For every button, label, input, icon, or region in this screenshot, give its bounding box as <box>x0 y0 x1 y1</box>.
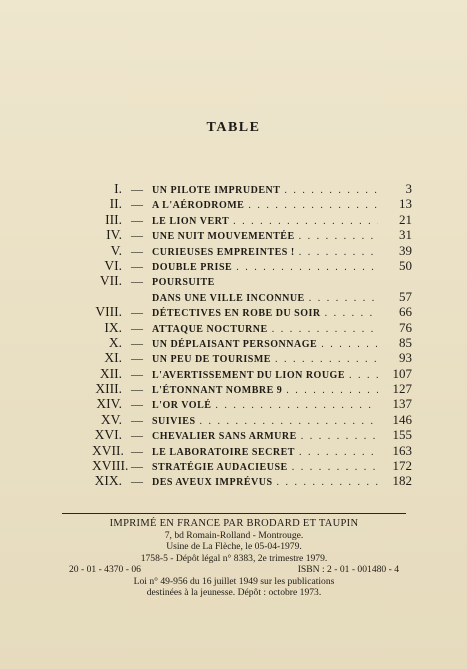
chapter-title: CURIEUSES EMPREINTES ! <box>152 246 295 258</box>
dot-leader <box>301 429 378 444</box>
page-number: 85 <box>399 334 412 350</box>
chapter-title: ATTAQUE NOCTURNE <box>152 323 268 335</box>
table-of-contents <box>92 181 412 489</box>
toc-row <box>92 212 412 227</box>
dot-leader <box>349 368 378 383</box>
toc-row <box>92 458 412 473</box>
toc-row <box>92 181 412 196</box>
chapter-dash: — <box>131 366 143 381</box>
dot-leader <box>299 229 378 244</box>
page-number: 21 <box>399 211 412 227</box>
toc-row <box>92 427 412 442</box>
toc-row <box>92 320 412 335</box>
chapter-title: SUIVIES <box>152 415 196 427</box>
chapter-number: XI. <box>104 350 122 366</box>
imprint-law: Loi n° 49-956 du 16 juillet 1949 sur les publications <box>133 575 335 587</box>
chapter-dash: — <box>131 335 143 350</box>
dot-leader <box>321 337 378 352</box>
chapter-dash: — <box>131 459 143 474</box>
chapter-number: IX. <box>104 319 122 335</box>
chapter-title: UN PEU DE TOURISME <box>152 354 271 366</box>
dot-leader <box>299 245 378 260</box>
chapter-number: V. <box>110 242 122 258</box>
toc-row <box>92 350 412 365</box>
imprint-code: 20 - 01 - 4370 - 06 <box>69 564 141 575</box>
dot-leader <box>284 183 378 198</box>
chapter-dash: — <box>131 320 143 335</box>
chapter-number: XVII. <box>92 442 124 458</box>
toc-row <box>92 443 412 458</box>
toc-row <box>92 335 412 350</box>
toc-row <box>92 381 412 396</box>
chapter-dash: — <box>131 228 143 243</box>
chapter-dash: — <box>131 397 143 412</box>
printer-imprint <box>55 518 413 599</box>
toc-row <box>92 243 412 258</box>
page-number: 127 <box>392 381 412 397</box>
toc-row <box>92 396 412 411</box>
page-number: 39 <box>399 242 412 258</box>
page-number: 172 <box>392 458 412 474</box>
chapter-number: XVIII. <box>92 458 129 474</box>
chapter-number: VII. <box>99 273 122 289</box>
toc-row <box>92 258 412 273</box>
toc-row <box>92 366 412 381</box>
page-title: TABLE <box>206 120 261 135</box>
chapter-title: LE LION VERT <box>152 215 230 227</box>
dot-leader <box>233 214 378 229</box>
dot-leader <box>200 414 378 429</box>
imprint-factory: Usine de La Flèche, le 05-04-1979. <box>166 541 302 552</box>
chapter-dash: — <box>131 474 143 489</box>
dot-leader <box>275 352 378 367</box>
chapter-title: L'OR VOLÉ <box>152 400 212 412</box>
page-number: 3 <box>405 181 412 196</box>
chapter-number: I. <box>114 181 122 196</box>
chapter-title: DOUBLE PRISE <box>152 261 233 273</box>
chapter-title: UNE NUIT MOUVEMENTÉE <box>152 231 295 243</box>
chapter-dash: — <box>131 212 143 227</box>
page-number: 57 <box>399 288 412 304</box>
page-number: 13 <box>399 196 412 212</box>
chapter-number: VIII. <box>95 304 122 320</box>
imprint-isbn: ISBN : 2 - 01 - 001480 - 4 <box>297 564 399 575</box>
chapter-title: A L'AÉRODROME <box>152 200 245 212</box>
chapter-dash: — <box>131 197 143 212</box>
imprint-address: 7, bd Romain-Rolland - Montrouge. <box>164 529 304 541</box>
page-number: 137 <box>392 396 412 412</box>
page-number: 66 <box>399 304 412 320</box>
chapter-title-continued: DANS UNE VILLE INCONNUE <box>152 292 305 304</box>
page-number: 31 <box>399 227 412 243</box>
dot-leader <box>272 322 378 337</box>
toc-row <box>92 412 412 427</box>
imprint-legal-deposit: 1758-5 - Dépôt légal n° 8383, 2e trimestre 1979. <box>140 552 328 564</box>
chapter-dash: — <box>131 428 143 443</box>
toc-row-continued <box>92 289 412 304</box>
page-number: 107 <box>392 365 412 381</box>
chapter-dash: — <box>131 443 143 458</box>
chapter-title: STRATÉGIE AUDACIEUSE <box>152 462 288 474</box>
toc-row <box>92 273 412 288</box>
toc-row <box>92 196 412 211</box>
chapter-dash: — <box>131 412 143 427</box>
toc-row <box>92 304 412 319</box>
chapter-dash: — <box>131 258 143 273</box>
chapter-title: LE LABORATOIRE SECRET <box>152 446 295 458</box>
dot-leader <box>292 460 378 475</box>
chapter-title: L'ÉTONNANT NOMBRE 9 <box>152 385 283 397</box>
page-number: 76 <box>399 319 412 335</box>
chapter-number: II. <box>109 196 122 212</box>
chapter-number: XIX. <box>94 473 122 489</box>
chapter-dash: — <box>131 274 143 289</box>
toc-row <box>92 227 412 242</box>
imprint-printer: IMPRIMÉ EN FRANCE PAR BRODARD ET TAUPIN <box>109 518 359 529</box>
chapter-title: POURSUITE <box>152 277 215 289</box>
toc-row <box>92 473 412 488</box>
chapter-number: XV. <box>100 411 122 427</box>
chapter-number: IV. <box>106 227 122 243</box>
dot-leader <box>325 306 378 321</box>
chapter-title: DES AVEUX IMPRÉVUS <box>152 477 273 489</box>
dot-leader <box>248 198 378 213</box>
chapter-number: XIII. <box>95 381 122 397</box>
chapter-number: X. <box>108 334 122 350</box>
dot-leader <box>277 475 378 490</box>
chapter-number: VI. <box>104 257 122 273</box>
dot-leader <box>215 398 378 413</box>
chapter-title: CHEVALIER SANS ARMURE <box>152 431 297 443</box>
page-number: 93 <box>399 350 412 366</box>
chapter-dash: — <box>131 182 143 196</box>
page-number: 50 <box>399 257 412 273</box>
chapter-number: XVI. <box>94 427 122 443</box>
chapter-title: DÉTECTIVES EN ROBE DU SOIR <box>152 308 321 320</box>
chapter-number: III. <box>105 211 122 227</box>
chapter-number: XII. <box>99 365 122 381</box>
chapter-title: UN DÉPLAISANT PERSONNAGE <box>152 338 318 350</box>
page-number: 182 <box>392 473 412 489</box>
imprint-codes <box>55 564 413 576</box>
dot-leader <box>299 445 378 460</box>
chapter-title: L'AVERTISSEMENT DU LION ROUGE <box>152 369 345 381</box>
chapter-dash: — <box>131 305 143 320</box>
divider-rule <box>62 513 406 514</box>
chapter-dash: — <box>131 351 143 366</box>
page-number: 155 <box>392 427 412 443</box>
chapter-dash: — <box>131 382 143 397</box>
chapter-dash: — <box>131 243 143 258</box>
dot-leader <box>286 383 378 398</box>
chapter-title: UN PILOTE IMPRUDENT <box>152 185 281 196</box>
imprint-law-continued: destinées à la jeunesse. Dépôt : octobre 1973. <box>146 587 322 598</box>
page-number: 163 <box>392 442 412 458</box>
dot-leader <box>309 291 378 306</box>
dot-leader <box>236 260 378 275</box>
chapter-number: XIV. <box>96 396 122 412</box>
page-number: 146 <box>392 411 412 427</box>
